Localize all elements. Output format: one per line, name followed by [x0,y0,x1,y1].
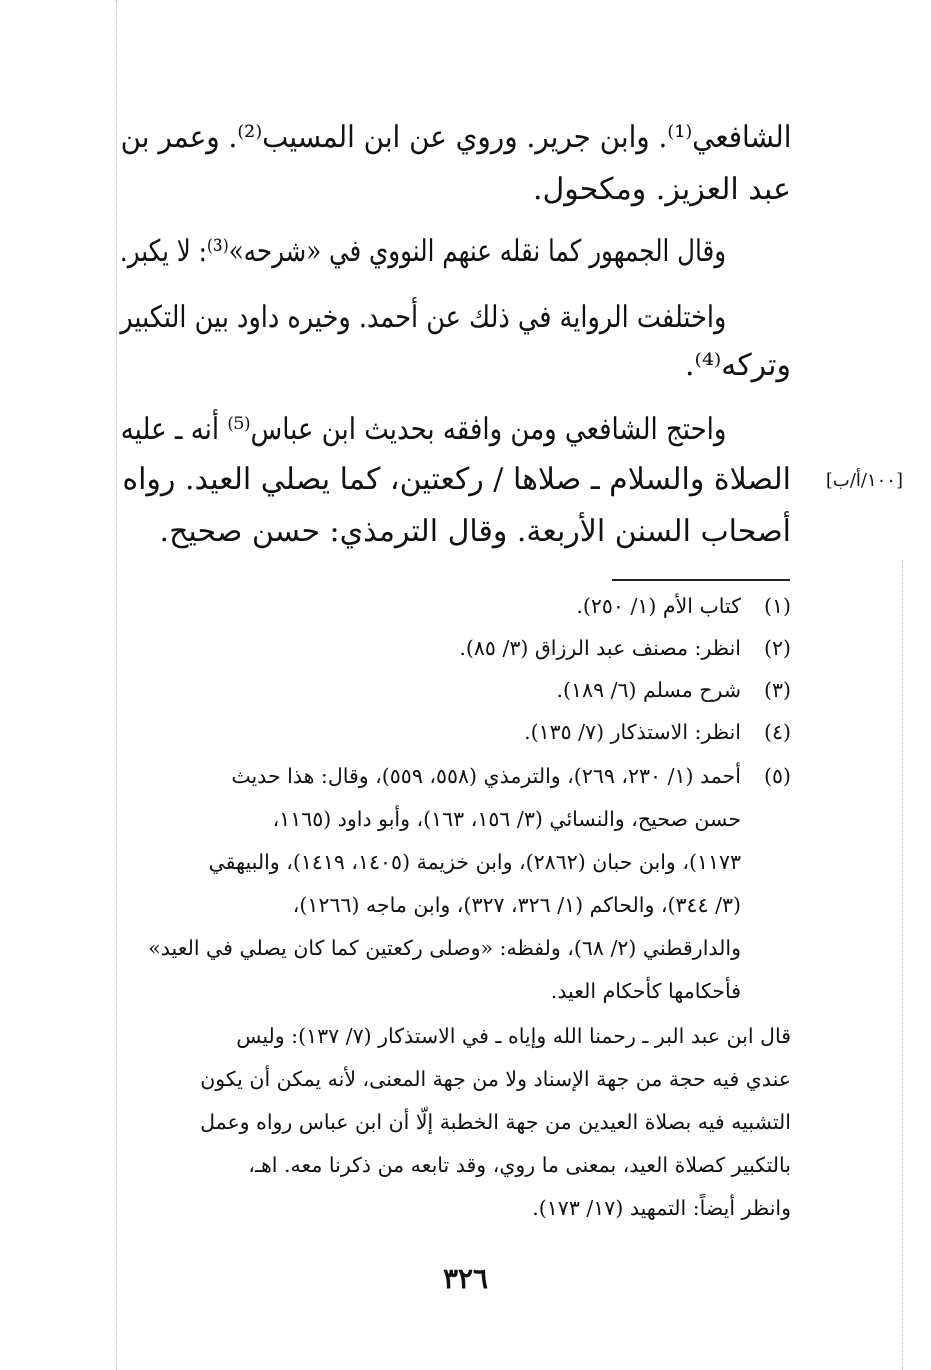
footnote-2-number: (٢) [763,636,791,660]
footnote-4-number: (٤) [763,720,791,744]
margin-folio-note: [١٠٠/أ/ب] [825,470,903,491]
footnote-4-text: انظر: الاستذكار (٧/ ١٣٥). [524,720,741,744]
footnote-5-line-6: فأحكامها كأحكام العيد. [550,979,741,1003]
footnote-2-text: انظر: مصنف عبد الرزاق (٣/ ٨٥). [459,636,741,660]
footnote-1-number: (١) [763,594,791,618]
note-line-5: وانظر أيضاً: التمهيد (١٧/ ١٧٣). [532,1196,791,1220]
note-line-4: بالتكبير كصلاة العيد، بمعنى ما روي، وقد تابعه من ذكرنا معه. اهـ، [248,1153,791,1177]
note-line-2: عندي فيه حجة من جهة الإسناد ولا من جهة المعنى، لأنه يمكن أن يكون [200,1067,791,1091]
body-line-6: واحتج الشافعي ومن وافقه بحديث ابن عباس⁽⁵⁾ أنه ـ عليه [120,412,726,447]
body-line-2: عبد العزيز. ومكحول. [532,172,791,207]
note-line-3: التشبيه فيه بصلاة العيدين من جهة الخطبة إلّا أن ابن عباس رواه وعمل [200,1110,791,1134]
left-margin-dots [116,0,117,1370]
note-line-1: قال ابن عبد البر ـ رحمنا الله وإياه ـ في الاستذكار (٧/ ١٣٧): وليس [236,1024,791,1048]
footnote-separator [612,579,790,581]
body-line-4: واختلفت الرواية في ذلك عن أحمد. وخيره داود بين التكبير [119,300,726,335]
footnote-5-line-1: أحمد (١/ ٢٣٠، ٢٦٩)، والترمذي (٥٥٨، ٥٥٩)، وقال: هذا حديث [231,764,741,788]
body-line-8: أصحاب السنن الأربعة. وقال الترمذي: حسن صحيح. [159,514,791,549]
footnote-5-line-3: ١١٧٣)، وابن حبان (٢٨٦٢)، وابن خزيمة (١٤٠٥، ١٤١٩)، والبيهقي [208,850,741,874]
footnote-5-line-4: (٣/ ٣٤٤)، والحاكم (١/ ٣٢٦، ٣٢٧)، وابن ماجه (١٢٦٦)، [292,893,741,917]
page-number: ٣٢٦ [442,1262,489,1295]
body-line-3: وقال الجمهور كما نقله عنهم النووي في «شرحه»⁽³⁾: لا يكبر. [119,234,726,269]
footnote-3-number: (٣) [763,678,791,702]
body-line-1: الشافعي⁽¹⁾. وابن جرير. وروي عن ابن المسيب⁽²⁾. وعمر بن [120,120,791,155]
body-line-5: وتركه⁽⁴⁾. [684,348,791,383]
right-margin-dots [902,560,903,1370]
footnote-1-text: كتاب الأم (١/ ٢٥٠). [576,594,741,618]
body-line-7: الصلاة والسلام ـ صلاها / ركعتين، كما يصلي العيد. رواه [122,462,791,497]
footnote-5-line-5: والدارقطني (٢/ ٦٨)، ولفظه: «وصلى ركعتين كما كان يصلي في العيد» [148,936,741,960]
footnote-5-line-2: حسن صحيح، والنسائي (٣/ ١٥٦، ١٦٣)، وأبو داود (١١٦٥، [272,807,741,831]
footnote-3-text: شرح مسلم (٦/ ١٨٩). [556,678,741,702]
footnote-5-number: (٥) [763,764,791,788]
